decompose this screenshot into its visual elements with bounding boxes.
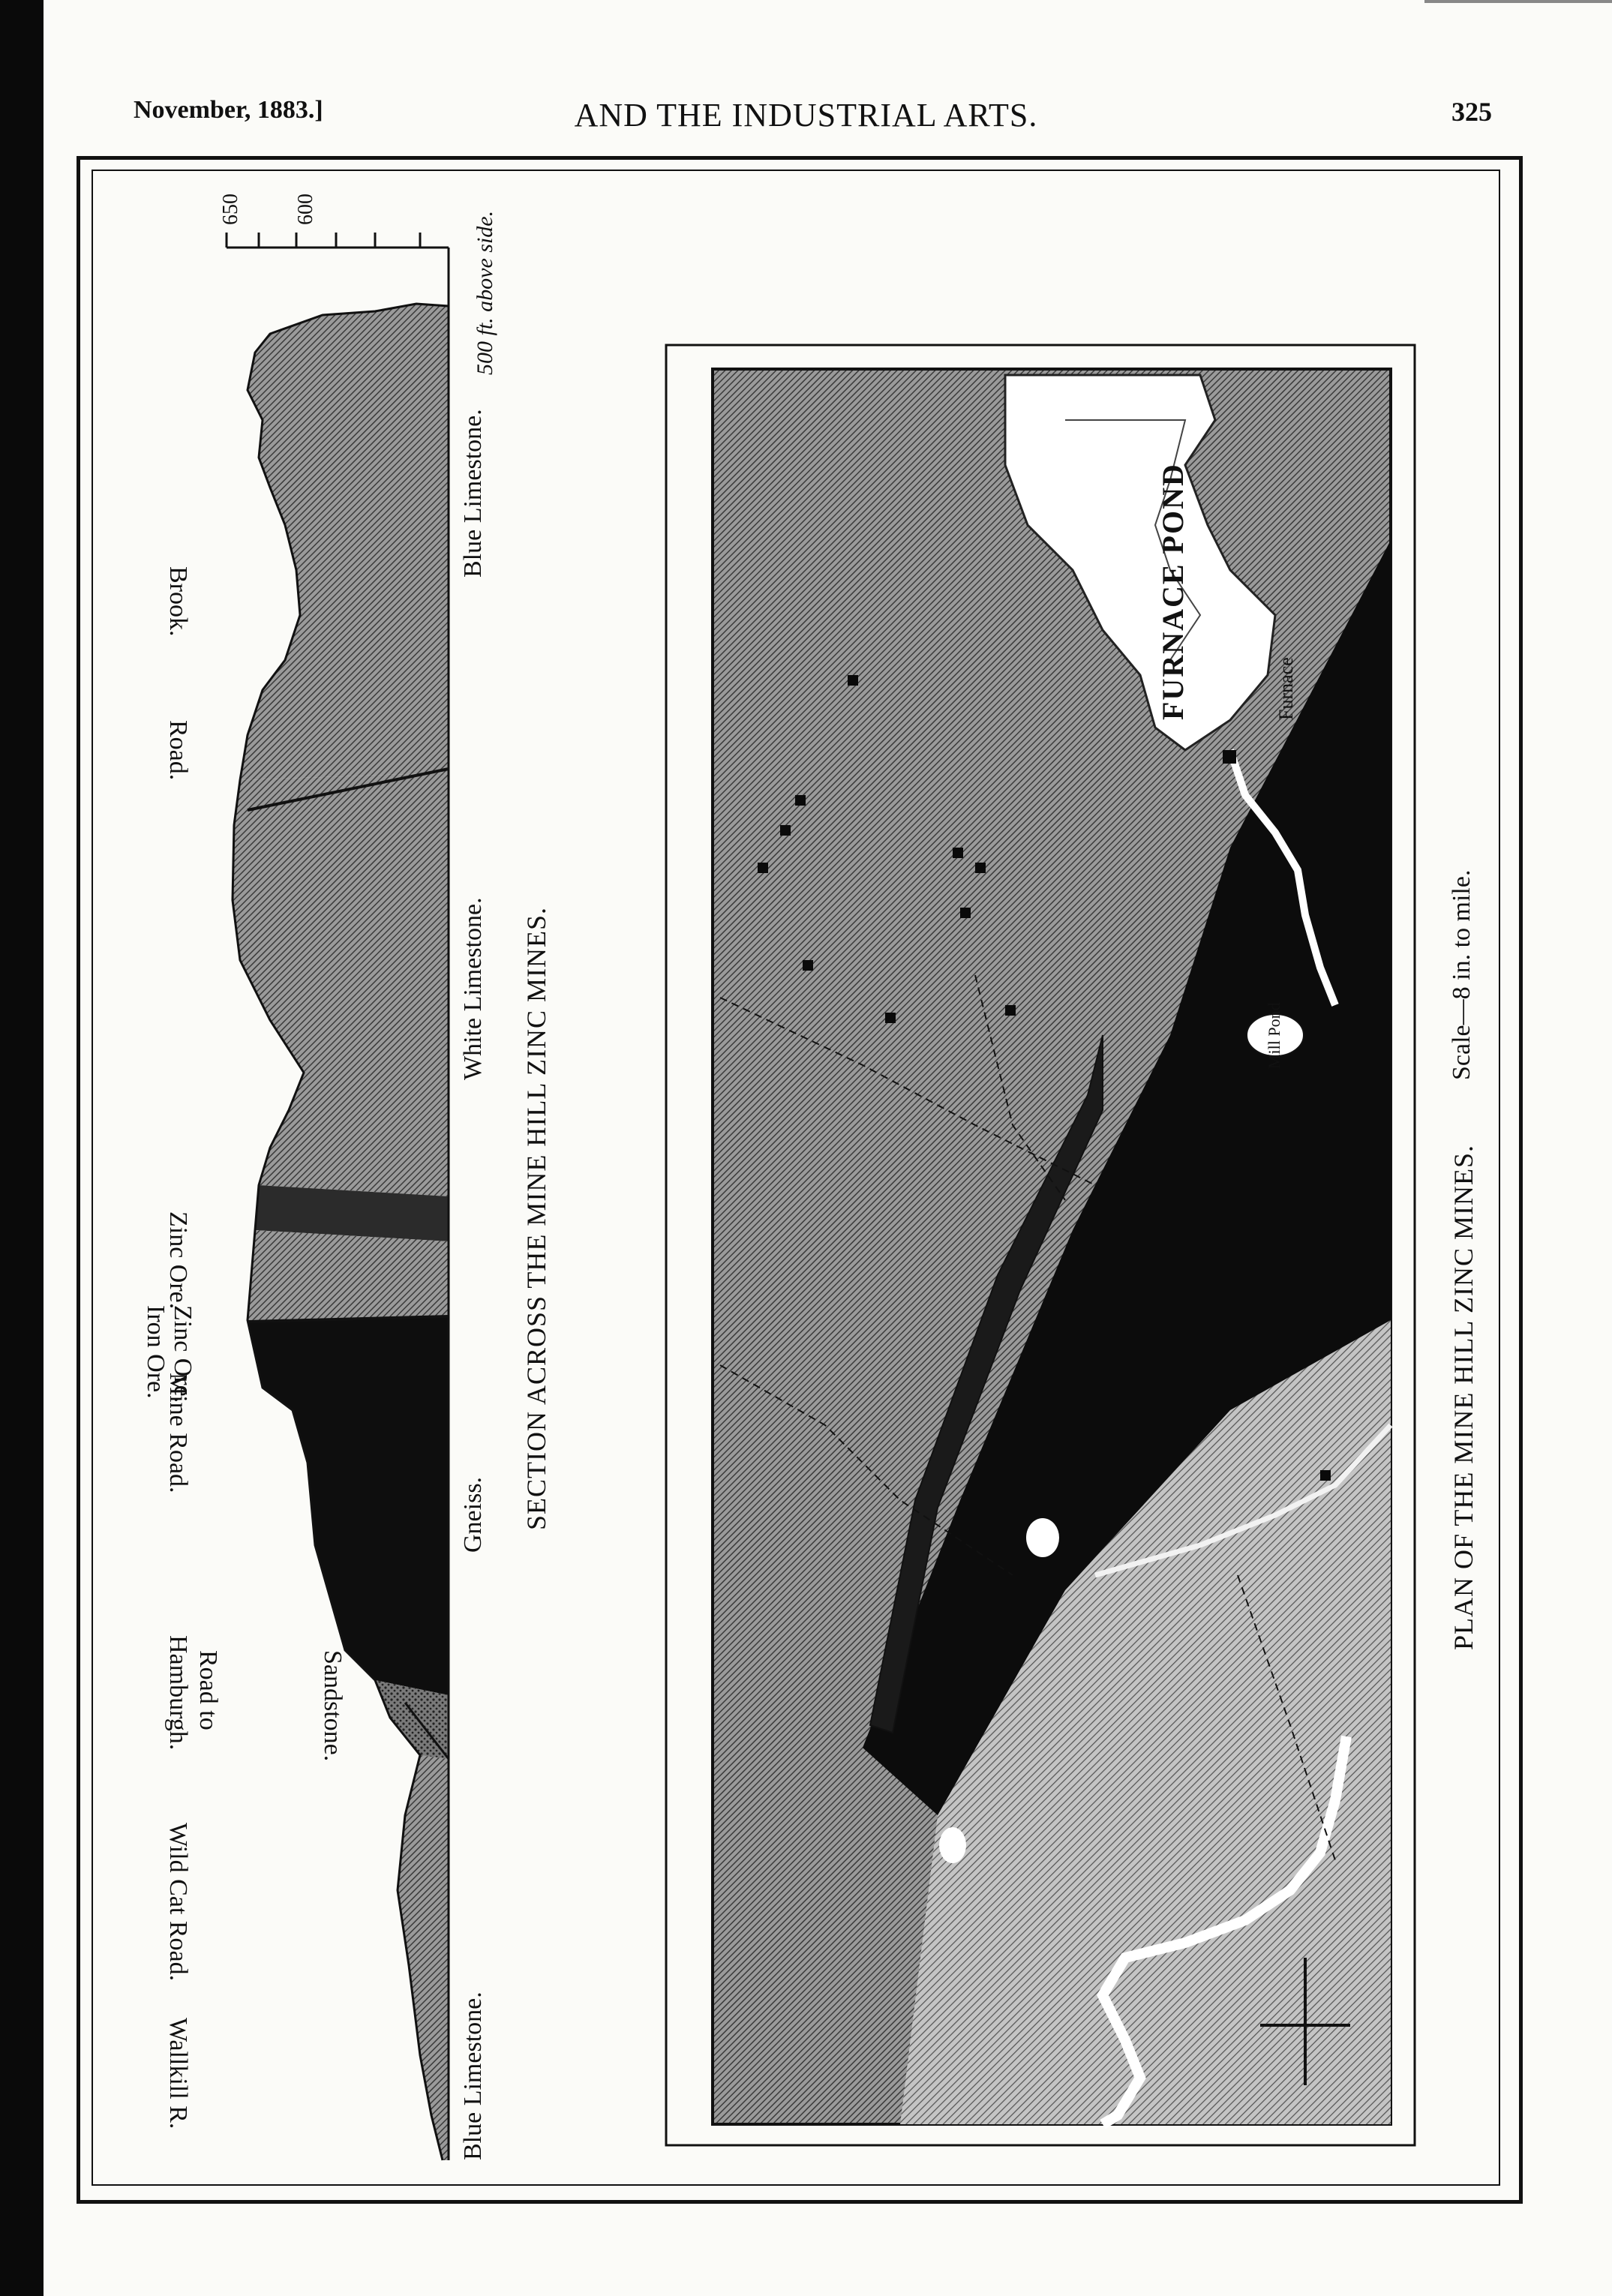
label-furnace: Furnace <box>1275 657 1297 720</box>
label-road-to: Road to <box>194 1650 222 1730</box>
plan-map <box>666 345 1415 2145</box>
scale-note: 500 ft. above side. <box>473 210 497 375</box>
label-gneiss: Gneiss. <box>459 1476 487 1553</box>
header-date: November, 1883.] <box>134 96 323 124</box>
section-profile <box>227 233 449 2160</box>
label-mine-road: Mine Road. <box>164 1373 192 1493</box>
header-journal-title: AND THE INDUSTRIAL ARTS. <box>574 97 1038 134</box>
plan-scale: Scale—8 in. to mile. <box>1448 869 1475 1080</box>
scale-label-650: 650 <box>219 194 242 225</box>
gneiss-dark <box>248 1316 449 1695</box>
label-blue-limestone-top: Blue Limestone. <box>459 409 487 578</box>
label-wallkill: Wallkill R. <box>164 2018 192 2129</box>
label-blue-limestone-bottom: Blue Limestone. <box>459 1991 487 2160</box>
label-road: Road. <box>164 720 192 781</box>
label-iron-ore: Iron Ore. <box>142 1305 170 1399</box>
section-caption: SECTION ACROSS THE MINE HILL ZINC MINES. <box>521 906 551 1530</box>
label-hamburgh: Hamburgh. <box>164 1635 192 1751</box>
label-white-limestone: White Limestone. <box>459 897 487 1080</box>
label-brook: Brook. <box>164 566 192 637</box>
header-page-number: 325 <box>1451 97 1492 127</box>
white-limestone <box>233 773 449 1196</box>
scale-label-600: 600 <box>294 194 317 225</box>
label-furnace-pond: FURNACE POND <box>1156 463 1190 720</box>
label-sandstone: Sandstone. <box>319 1650 347 1762</box>
plan-caption: PLAN OF THE MINE HILL ZINC MINES. <box>1448 1145 1478 1650</box>
label-zinc-ore: Zinc Ore. <box>164 1211 192 1310</box>
blue-limestone-upper <box>240 304 449 780</box>
label-zinc-ore-2: Zinc Ore. <box>169 1305 197 1403</box>
label-wild-cat-road: Wild Cat Road. <box>164 1823 192 1982</box>
label-mill-pond: Mill Pond <box>1265 1002 1283 1069</box>
